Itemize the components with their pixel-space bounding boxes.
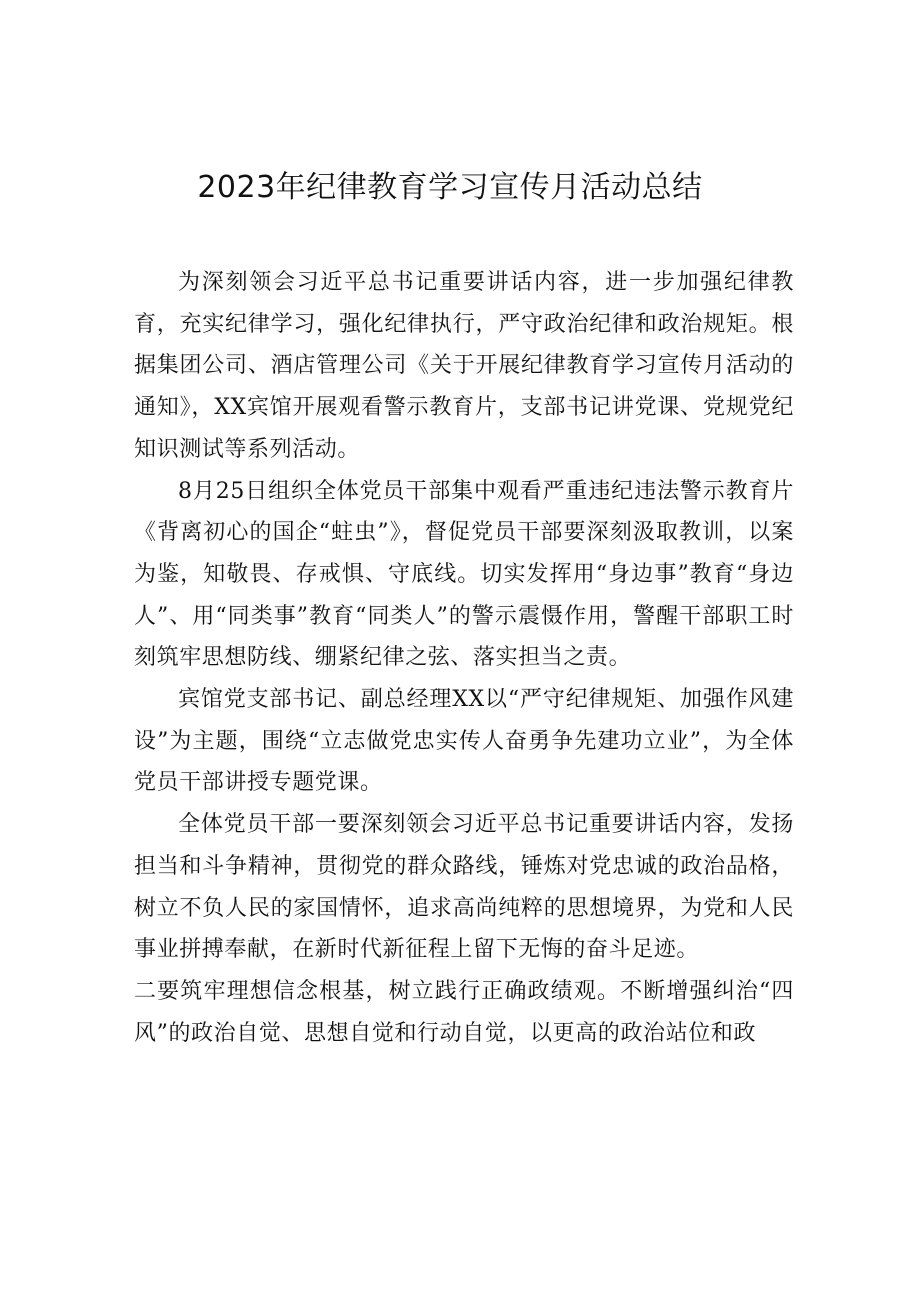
paragraph-warning-video: 8月25日组织全体党员干部集中观看严重违纪违法警示教育片《背离初心的国企“蛀虫”》，督促党员干部要深刻汲取教训，以案为鉴，知敬畏、存戒惧、守底线。切实发挥用“身边事”教育“身边人”、用“同类事”教育“同类人”的警示震慑作用，警醒干部职工时刻筑牢思想防线、绷紧纪律之弦、落实担当之责。 <box>134 478 794 671</box>
document-body <box>134 262 794 1054</box>
paragraph-requirement-two: 二要筑牢理想信念根基，树立践行正确政绩观。不断增强纠治“四风”的政治自觉、思想自觉和行动自觉，以更高的政治站位和政 <box>134 978 794 1046</box>
paragraph-intro: 为深刻领会习近平总书记重要讲话内容，进一步加强纪律教育，充实纪律学习，强化纪律执行，严守政治纪律和政治规矩。根据集团公司、酒店管理公司《关于开展纪律教育学习宣传月活动的通知》，XX宾馆开展观看警示教育片，支部书记讲党课、党规党纪知识测试等系列活动。 <box>134 270 794 462</box>
paragraph-requirement-one: 全体党员干部一要深刻领会习近平总书记重要讲话内容，发扬担当和斗争精神，贯彻党的群众路线，锤炼对党忠诚的政治品格，树立不负人民的家国情怀，追求高尚纯粹的思想境界，为党和人民事业拼搏奉献，在新时代新征程上留下无悔的奋斗足迹。 <box>134 812 794 963</box>
document-title: 2023年纪律教育学习宣传月活动总结 <box>197 170 703 205</box>
paragraph-party-lecture: 宾馆党支部书记、副总经理XX以“严守纪律规矩、加强作风建设”为主题，围绕“立志做党忠实传人奋勇争先建功立业”，为全体党员干部讲授专题党课。 <box>134 687 794 796</box>
